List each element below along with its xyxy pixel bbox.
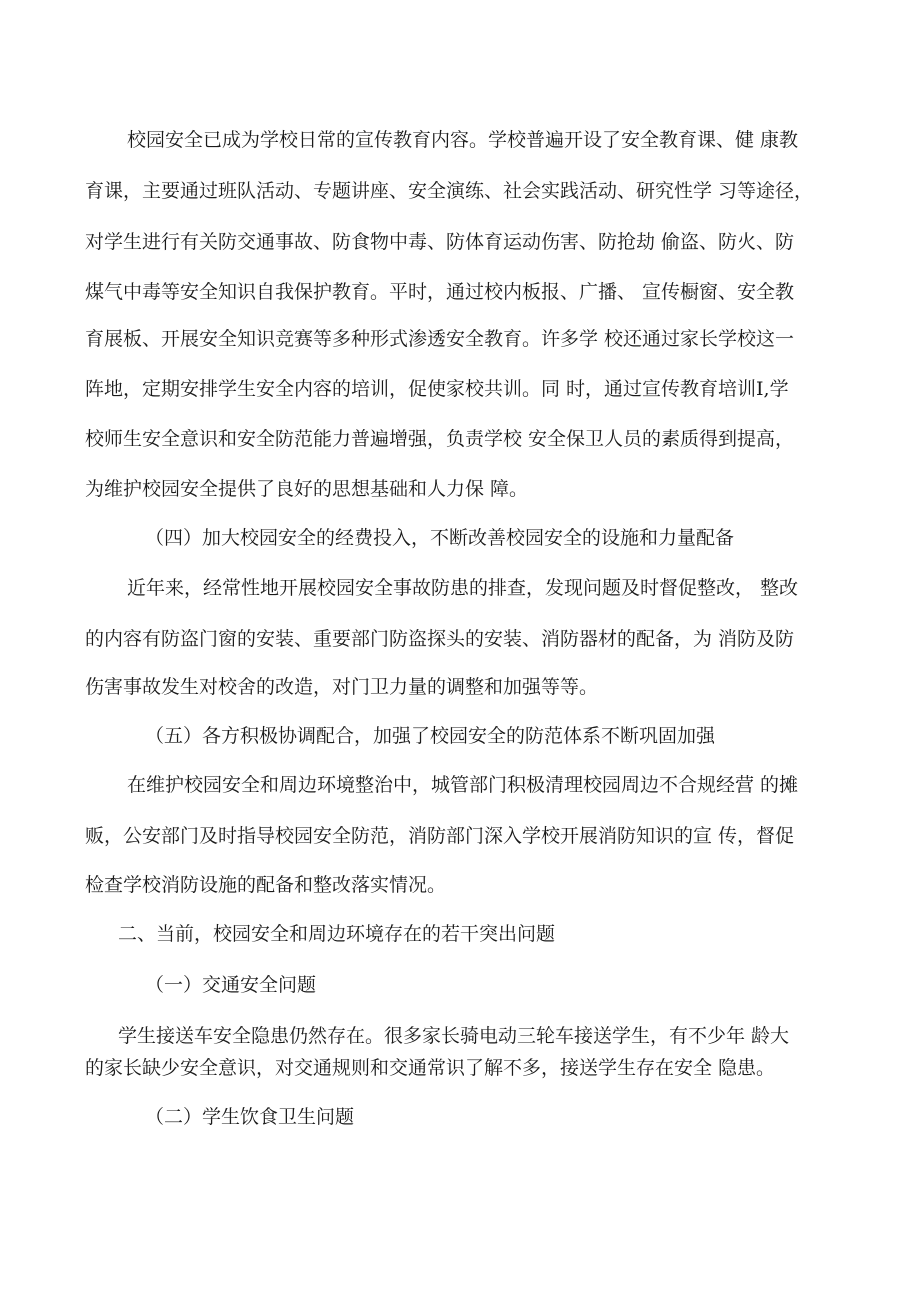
paragraph-line: 为维护校园安全提供了良好的思想基础和人力保 障。 bbox=[85, 478, 529, 500]
subheading-traffic: （一）交通安全问题 bbox=[145, 974, 317, 996]
paragraph-line: 阵地，定期安排学生安全内容的培训，促使家校共训。同 时，通过宣传教育培训I,学 bbox=[85, 378, 789, 400]
paragraph-line: 贩，公安部门及时指导校园安全防范，消防部门深入学校开展消防知识的宣 传，督促 bbox=[85, 825, 795, 847]
paragraph-line: 的家长缺少安全意识，对交通规则和交通常识了解不多，接送学生存在安全 隐患。 bbox=[85, 1057, 776, 1079]
paragraph-line: 在维护校园安全和周边环境整治中，城管部门积极清理校园周边不合规经营 的摊 bbox=[127, 774, 799, 796]
paragraph-line: 煤气中毒等安全知识自我保护教育。平时，通过校内板报、广播、 宣传橱窗、安全教 bbox=[85, 281, 795, 303]
paragraph-line: 学生接送车安全隐患仍然存在。很多家长骑电动三轮车接送学生，有不少年 龄大 bbox=[118, 1025, 790, 1047]
paragraph-line: 检查学校消防设施的配备和整改落实情况。 bbox=[85, 874, 447, 896]
paragraph-line: 育展板、开展安全知识竞赛等多种形式渗透安全教育。许多学 校还通过家长学校这一 bbox=[85, 328, 795, 350]
paragraph-line: 伤害事故发生对校舍的改造，对门卫力量的调整和加强等等。 bbox=[85, 676, 599, 698]
section-heading: 二、当前，校园安全和周边环境存在的若干突出问题 bbox=[118, 923, 556, 945]
paragraph-line: 近年来，经常性地开展校园安全事故防患的排查，发现问题及时督促整改， 整改 bbox=[127, 577, 799, 599]
subheading-food: （二）学生饮食卫生问题 bbox=[145, 1106, 355, 1128]
paragraph-line: 对学生进行有关防交通事故、防食物中毒、防体育运动伤害、防抢劫 偷盗、防火、防 bbox=[85, 231, 795, 253]
paragraph-line: 育课，主要通过班队活动、专题讲座、安全演练、社会实践活动、研究性学 习等途径， bbox=[85, 180, 814, 202]
subheading-five: （五）各方积极协调配合，加强了校园安全的防范体系不断巩固加强 bbox=[145, 725, 716, 747]
paragraph-line: 校师生安全意识和安全防范能力普遍增强，负责学校 安全保卫人员的素质得到提高， bbox=[85, 428, 795, 450]
paragraph-line: 的内容有防盗门窗的安装、重要部门防盗探头的安装、消防器材的配备，为 消防及防 bbox=[85, 628, 795, 650]
subheading-four: （四）加大校园安全的经费投入，不断改善校园安全的设施和力量配备 bbox=[145, 527, 735, 549]
paragraph-line: 校园安全已成为学校日常的宣传教育内容。学校普遍开设了安全教育课、健 康教 bbox=[127, 129, 799, 151]
